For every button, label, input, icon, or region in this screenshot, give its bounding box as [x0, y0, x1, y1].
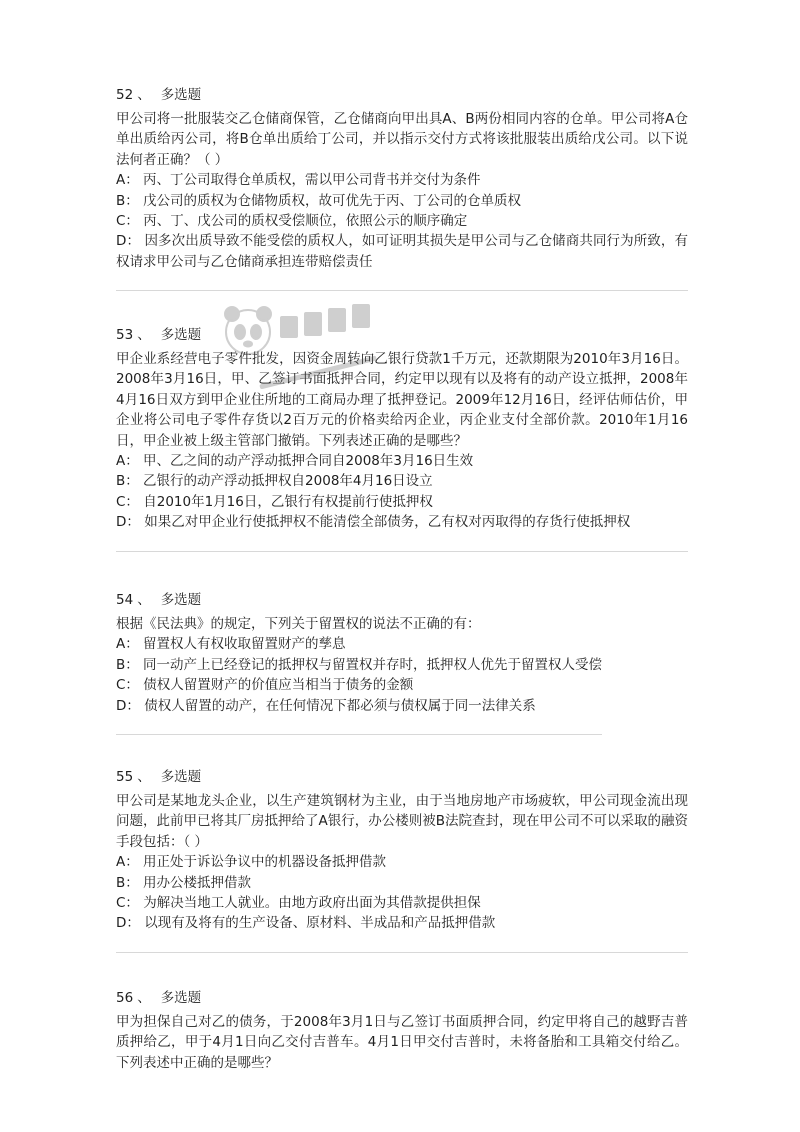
question-type: 多选题: [160, 990, 202, 1006]
question-55: [116, 766, 688, 953]
option-letter: B：: [116, 192, 139, 209]
question-number: 55: [116, 769, 134, 785]
option-text: 如果乙对甲企业行使抵押权不能清偿全部债务，乙有权对丙取得的存货行使抵押权: [139, 514, 631, 531]
divider: [116, 952, 688, 953]
option-letter: B：: [116, 473, 139, 490]
option-letter: A：: [116, 854, 139, 871]
question-stem: 根据《民法典》的规定，下列关于留置权的说法不正确的有：: [116, 616, 481, 632]
option-text: 丙、丁、戊公司的质权受偿顺位，依照公示的顺序确定: [138, 213, 468, 230]
question-stem: 甲公司将一批服装交乙仓储商保管，乙仓储商向甲出具A、B两份相同内容的仓单。甲公司将A仓单出质给丙公司，将B仓单出质给丁公司，并以指示交付方式将该批服装出质给戊公司。以下说法何者正确？（ ）: [116, 111, 688, 168]
question-type: 多选题: [160, 769, 202, 785]
question-separator: 、: [137, 592, 151, 608]
option-letter: D：: [116, 514, 140, 531]
option-b[interactable]: [116, 191, 688, 211]
option-a[interactable]: [116, 852, 688, 872]
option-text: 戊公司的质权为仓储物质权，故可优先于丙、丁公司的仓单质权: [138, 192, 522, 209]
option-text: 为解决当地工人就业。由地方政府出面为其借款提供担保: [138, 895, 481, 912]
option-text: 自2010年1月16日，乙银行有权提前行使抵押权: [138, 493, 433, 510]
option-list: [116, 634, 602, 716]
question-56: [116, 987, 688, 1073]
question-separator: 、: [137, 769, 151, 785]
question-stem: 甲为担保自己对乙的债务，于2008年3月1日与乙签订书面质押合同，约定甲将自己的越野吉普质押给乙，甲于4月1日向乙交付吉普车。4月1日甲交付吉普时，未将备胎和工具箱交付给乙。下列表述中正确的是哪些？: [116, 1014, 688, 1071]
question-separator: 、: [137, 990, 151, 1006]
option-text: 丙、丁公司取得仓单质权，需以甲公司背书并交付为条件: [138, 172, 481, 189]
question-53: [116, 324, 688, 552]
option-d[interactable]: [116, 231, 688, 272]
option-letter: D：: [116, 915, 140, 932]
option-a[interactable]: [116, 634, 602, 654]
option-text: 乙银行的动产浮动抵押权自2008年4月16日设立: [138, 473, 433, 490]
question-header: [116, 84, 688, 106]
question-header: [116, 589, 602, 611]
option-letter: C：: [116, 493, 139, 510]
option-letter: B：: [116, 874, 139, 891]
question-54: [116, 589, 602, 735]
option-text: 因多次出质导致不能受偿的质权人，如可证明其损失是甲公司与乙仓储商共同行为所致，有权请求甲公司与乙仓储商承担连带赔偿责任: [116, 233, 688, 270]
option-d[interactable]: [116, 696, 602, 716]
option-list: [116, 170, 688, 272]
option-c[interactable]: [116, 675, 602, 695]
option-list: [116, 451, 688, 533]
question-type: 多选题: [160, 327, 202, 343]
option-letter: C：: [116, 895, 139, 912]
question-number: 56: [116, 990, 134, 1006]
divider: [116, 551, 688, 552]
question-type: 多选题: [160, 87, 202, 103]
question-number: 52: [116, 87, 134, 103]
option-b[interactable]: [116, 471, 688, 491]
option-c[interactable]: [116, 492, 688, 512]
option-text: 债权人留置的动产，在任何情况下都必须与债权属于同一法律关系: [139, 697, 536, 714]
option-text: 用办公楼抵押借款: [138, 874, 252, 891]
option-text: 留置权人有权收取留置财产的孳息: [138, 636, 346, 653]
option-a[interactable]: [116, 170, 688, 190]
question-stem: 甲企业系经营电子零件批发，因资金周转向乙银行贷款1千万元，还款期限为2010年3月16日。2008年3月16日，甲、乙签订书面抵押合同，约定甲以现有以及将有的动产设立抵押，2008年4月16日双方到甲企业住所地的工商局办理了抵押登记。2009年12月16日，经评估师估价，甲企业将公司电子零件存货以2百万元的价格卖给丙企业，丙企业支付全部价款。2010年1月16日，甲企业被上级主管部门撤销。下列表述正确的是哪些？: [116, 351, 688, 449]
option-letter: C：: [116, 677, 139, 694]
option-text: 甲、乙之间的动产浮动抵押合同自2008年3月16日生效: [138, 453, 474, 470]
question-header: [116, 987, 688, 1009]
option-d[interactable]: [116, 512, 688, 532]
divider: [116, 734, 602, 735]
question-separator: 、: [137, 327, 151, 343]
question-52: [116, 84, 688, 291]
option-text: 同一动产上已经登记的抵押权与留置权并存时，抵押权人优先于留置权人受偿: [138, 656, 603, 673]
option-c[interactable]: [116, 211, 688, 231]
option-letter: D：: [116, 697, 140, 714]
option-letter: B：: [116, 656, 139, 673]
question-separator: 、: [137, 87, 151, 103]
question-stem: 甲公司是某地龙头企业，以生产建筑钢材为主业，由于当地房地产市场疲软，甲公司现金流出现问题，此前甲已将其厂房抵押给了A银行，办公楼则被B法院查封，现在甲公司不可以采取的融资手段包括：（ ）: [116, 793, 688, 850]
option-letter: A：: [116, 636, 139, 653]
option-b[interactable]: [116, 655, 602, 675]
option-text: 债权人留置财产的价值应当相当于债务的金额: [138, 677, 414, 694]
option-list: [116, 852, 688, 934]
question-header: [116, 766, 688, 788]
option-letter: A：: [116, 453, 139, 470]
option-text: 用正处于诉讼争议中的机器设备抵押借款: [138, 854, 387, 871]
option-d[interactable]: [116, 913, 688, 933]
option-letter: D：: [116, 233, 141, 250]
divider: [116, 290, 688, 291]
question-type: 多选题: [160, 592, 202, 608]
question-header: [116, 324, 688, 346]
option-letter: C：: [116, 213, 139, 230]
question-number: 53: [116, 327, 134, 343]
option-b[interactable]: [116, 873, 688, 893]
option-letter: A：: [116, 172, 139, 189]
option-text: 以现有及将有的生产设备、原材料、半成品和产品抵押借款: [139, 915, 496, 932]
option-a[interactable]: [116, 451, 688, 471]
option-c[interactable]: [116, 893, 688, 913]
question-number: 54: [116, 592, 134, 608]
